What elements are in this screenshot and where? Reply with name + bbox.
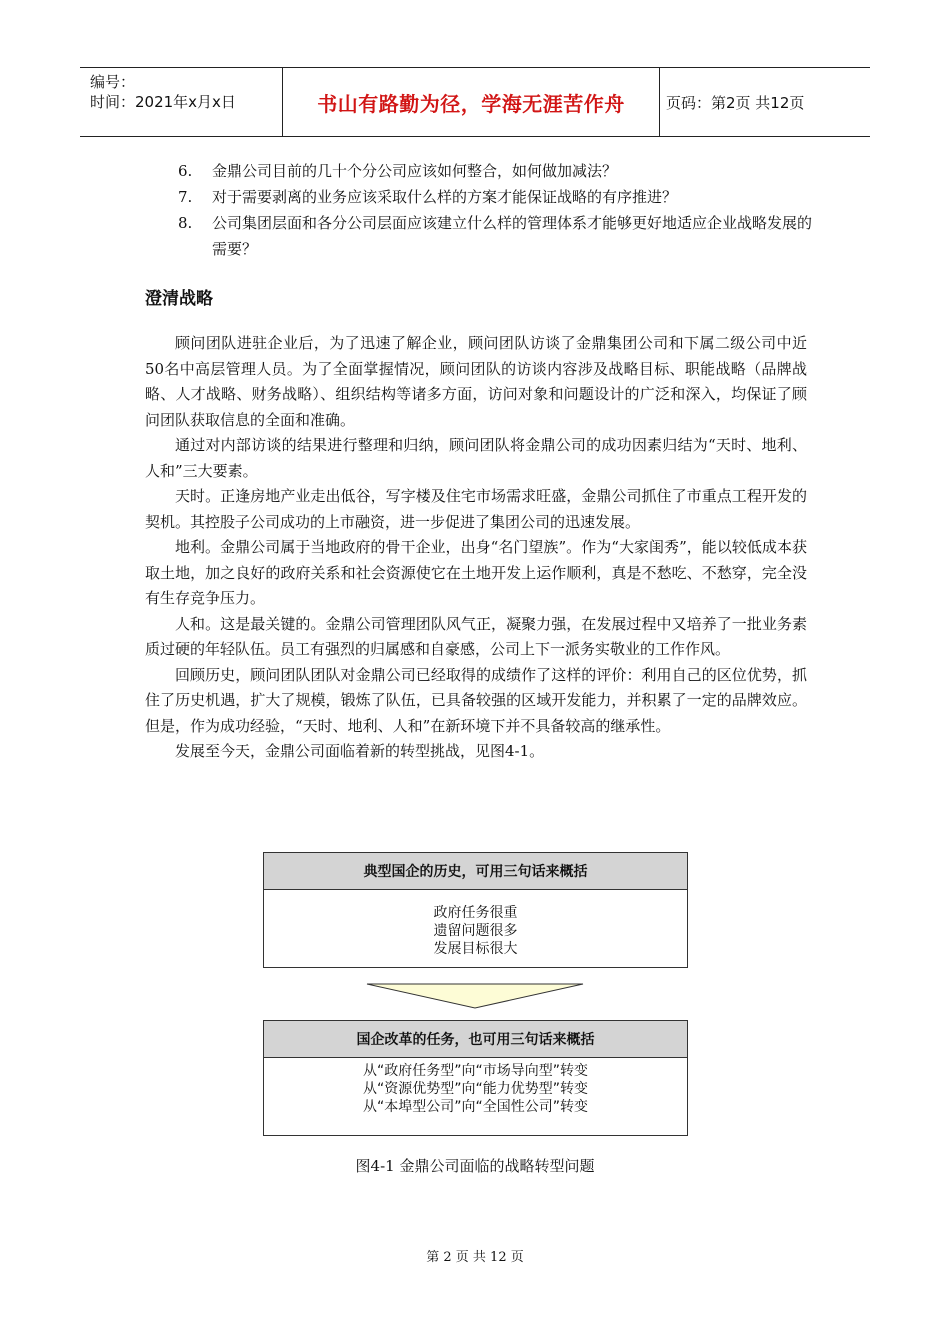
- box-line: 从“本埠型公司”向“全国性公司”转变: [362, 1099, 588, 1115]
- box-line: 遗留问题很多: [433, 923, 518, 939]
- reform-box: [263, 1020, 688, 1136]
- paragraph: 顾问团队进驻企业后，为了迅速了解企业，顾问团队访谈了金鼎集团公司和下属二级公司中近50名中高层管理人员。为了全面掌握情况，顾问团队的访谈内容涉及战略目标、职能战略（品牌战略、人才战略、财务战略）、组织结构等诸多方面，访问对象和问题设计的广泛和深入，均保证了顾问团队获取信息的全面和准确。: [145, 334, 807, 429]
- history-box-title: 典型国企的历史，可用三句话来概括: [264, 853, 687, 890]
- box-line: 发展目标很大: [433, 941, 518, 957]
- paragraph: 天时。正逢房地产业走出低谷，写字楼及住宅市场需求旺盛，金鼎公司抓住了市重点工程开发的契机。其控股子公司成功的上市融资，进一步促进了集团公司的迅速发展。: [145, 487, 807, 531]
- list-text: 对于需要剥离的业务应该采取什么样的方案才能保证战略的有序推进？: [212, 188, 678, 206]
- body-text: [145, 331, 807, 765]
- box-line: 从“政府任务型”向“市场导向型”转变: [362, 1063, 588, 1079]
- paragraph: 人和。这是最关键的。金鼎公司管理团队风气正，凝聚力强，在发展过程中又培养了一批业务素质过硬的年轻队伍。员工有强烈的归属感和自豪感，公司上下一派务实敬业的工作作风。: [145, 614, 807, 658]
- reform-box-title: 国企改革的任务，也可用三句话来概括: [264, 1021, 687, 1058]
- list-item: [178, 210, 818, 262]
- list-text: 公司集团层面和各分公司层面应该建立什么样的管理体系才能够更好地适应企业战略发展的需要？: [212, 214, 813, 258]
- history-box: [263, 852, 688, 968]
- list-text: 金鼎公司目前的几十个分公司应该如何整合，如何做加减法？: [212, 162, 618, 180]
- question-list: [178, 158, 818, 262]
- list-number: 7.: [178, 188, 193, 206]
- list-item: [178, 158, 818, 184]
- reform-box-body: [264, 1058, 687, 1116]
- list-number: 6.: [178, 162, 193, 180]
- box-line: 政府任务很重: [433, 905, 518, 921]
- box-line: 从“资源优势型”向“能力优势型”转变: [362, 1081, 588, 1097]
- figure-caption: 图4-1 金鼎公司面临的战略转型问题: [355, 1157, 595, 1175]
- paragraph: 回顾历史，顾问团队团队对金鼎公司已经取得的成绩作了这样的评价：利用自己的区位优势，抓住了历史机遇，扩大了规模，锻炼了队伍，已具备较强的区域开发能力，并积累了一定的品牌效应。但是，作为成功经验，“天时、地利、人和”在新环境下并不具备较高的继承性。: [145, 665, 807, 735]
- time-line: 时间：2021年x月x日: [90, 93, 236, 111]
- history-box-body: [264, 890, 687, 958]
- page-header: [80, 67, 870, 137]
- down-arrow-icon: [365, 982, 585, 1010]
- header-motto: 书山有路勤为径，学海无涯苦作舟: [282, 68, 660, 136]
- list-number: 8.: [178, 214, 193, 232]
- list-item: [178, 184, 818, 210]
- page-footer: 第 2 页 共 12 页: [426, 1250, 524, 1265]
- header-page-info: 页码：第2页 共12页: [666, 93, 805, 112]
- header-meta: [90, 72, 280, 112]
- number-label: 编号：: [90, 73, 136, 91]
- section-title: 澄清战略: [145, 289, 213, 309]
- paragraph: 通过对内部访谈的结果进行整理和归纳，顾问团队将金鼎公司的成功因素归结为“天时、地利、人和”三大要素。: [145, 436, 807, 480]
- paragraph: 发展至今天，金鼎公司面临着新的转型挑战，见图4-1。: [175, 742, 545, 760]
- paragraph: 地利。金鼎公司属于当地政府的骨干企业，出身“名门望族”。作为“大家闺秀”，能以较低成本获取土地，加之良好的政府关系和社会资源使它在土地开发上运作顺利，真是不愁吃、不愁穿，完全没有生存竞争压力。: [145, 538, 807, 607]
